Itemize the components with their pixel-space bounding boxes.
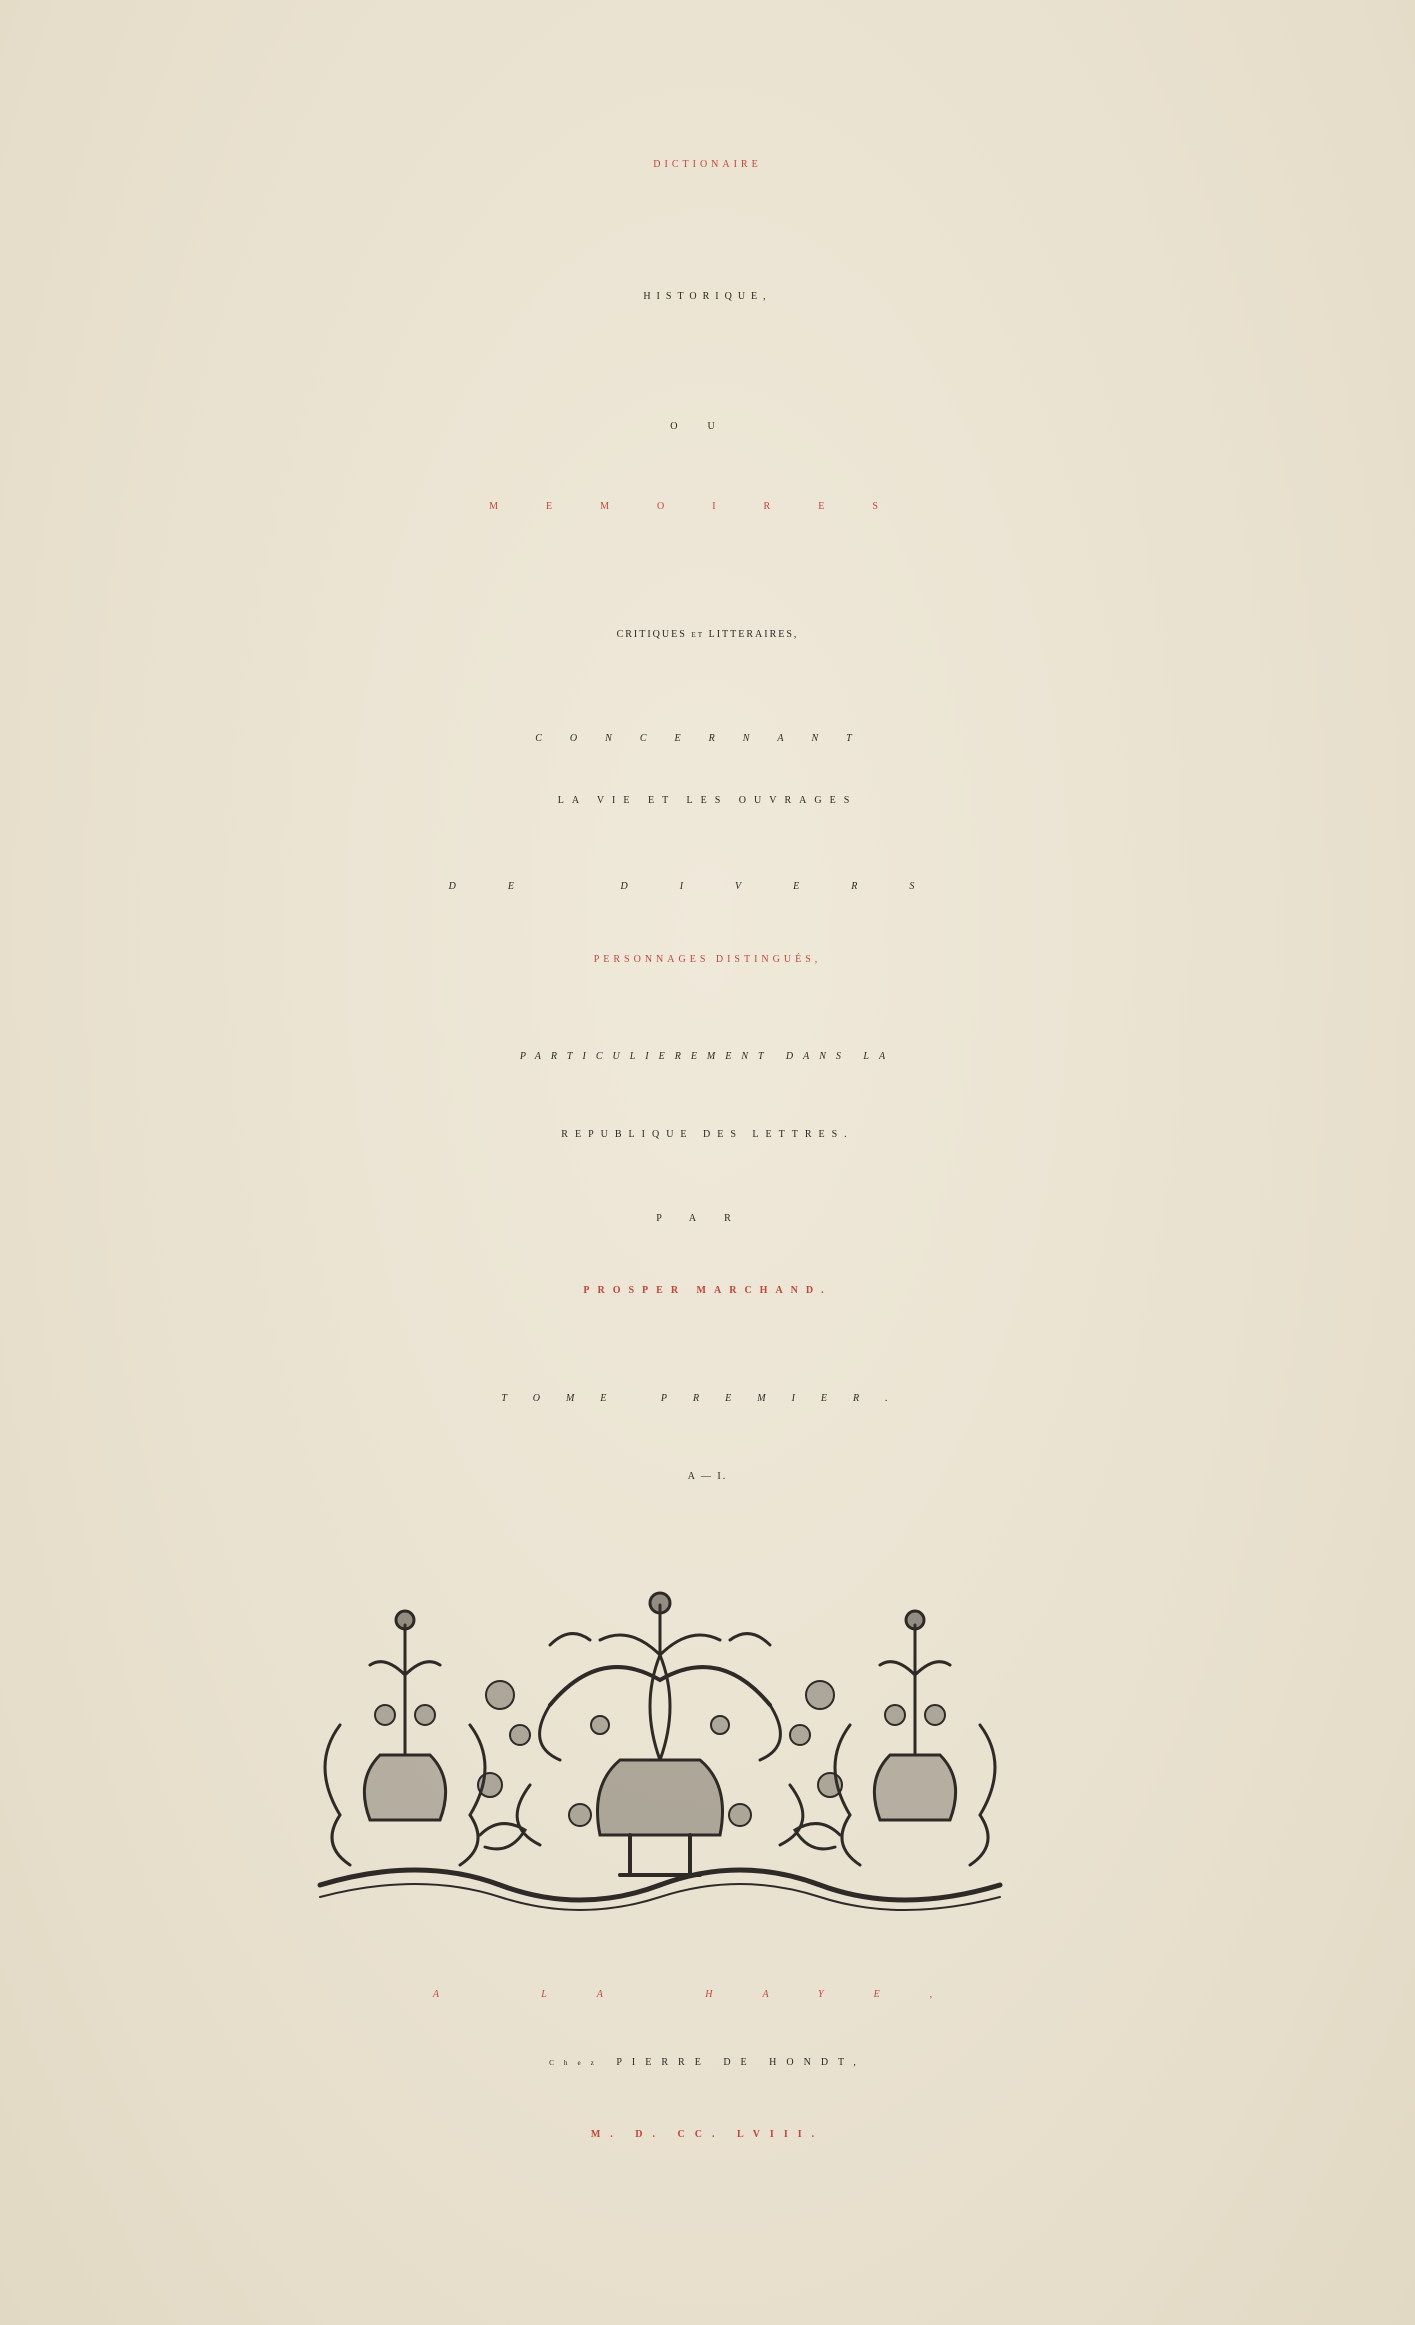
title-memoires: MEMOIRES — [489, 501, 926, 512]
title-ou: OU — [670, 421, 745, 432]
subtitle-particulierement: PARTICULIEREMENT DANS LA — [519, 1051, 896, 1062]
imprint-printer: PIERRE DE HONDT, — [616, 2057, 866, 2068]
title-critiques-litteraires — [0, 630, 1415, 640]
title-dictionaire: DICTIONAIRE — [653, 159, 762, 170]
byline-par: PAR — [656, 1213, 759, 1224]
floral-vignette-icon — [300, 1585, 1020, 1915]
author-name: PROSPER MARCHAND. — [583, 1285, 832, 1296]
imprint-printer-line — [0, 2058, 1415, 2068]
title-et: ET — [691, 631, 705, 639]
subtitle-vie-ouvrages: LA VIE ET LES OUVRAGES — [557, 795, 858, 806]
imprint-city: A LA HAYE, — [432, 1989, 983, 2000]
subtitle-personnages: PERSONNAGES DISTINGUÉS, — [593, 954, 822, 965]
title-litteraires: LITTERAIRES, — [708, 629, 799, 640]
title-historique: HISTORIQUE, — [643, 291, 772, 302]
subtitle-concernant: CONCERNANT — [535, 733, 880, 744]
imprint-printer-prefix: Chez — [549, 2059, 604, 2067]
imprint-date: M. D. CC. LVIII. — [590, 2129, 825, 2140]
title-critiques: CRITIQUES — [616, 629, 687, 640]
subtitle-de-divers: DE DIVERS — [448, 881, 967, 892]
subtitle-republique: REPUBLIQUE DES LETTRES. — [561, 1129, 854, 1140]
volume-range: A — I. — [687, 1471, 728, 1482]
volume-label: TOME PREMIER. — [501, 1393, 914, 1404]
